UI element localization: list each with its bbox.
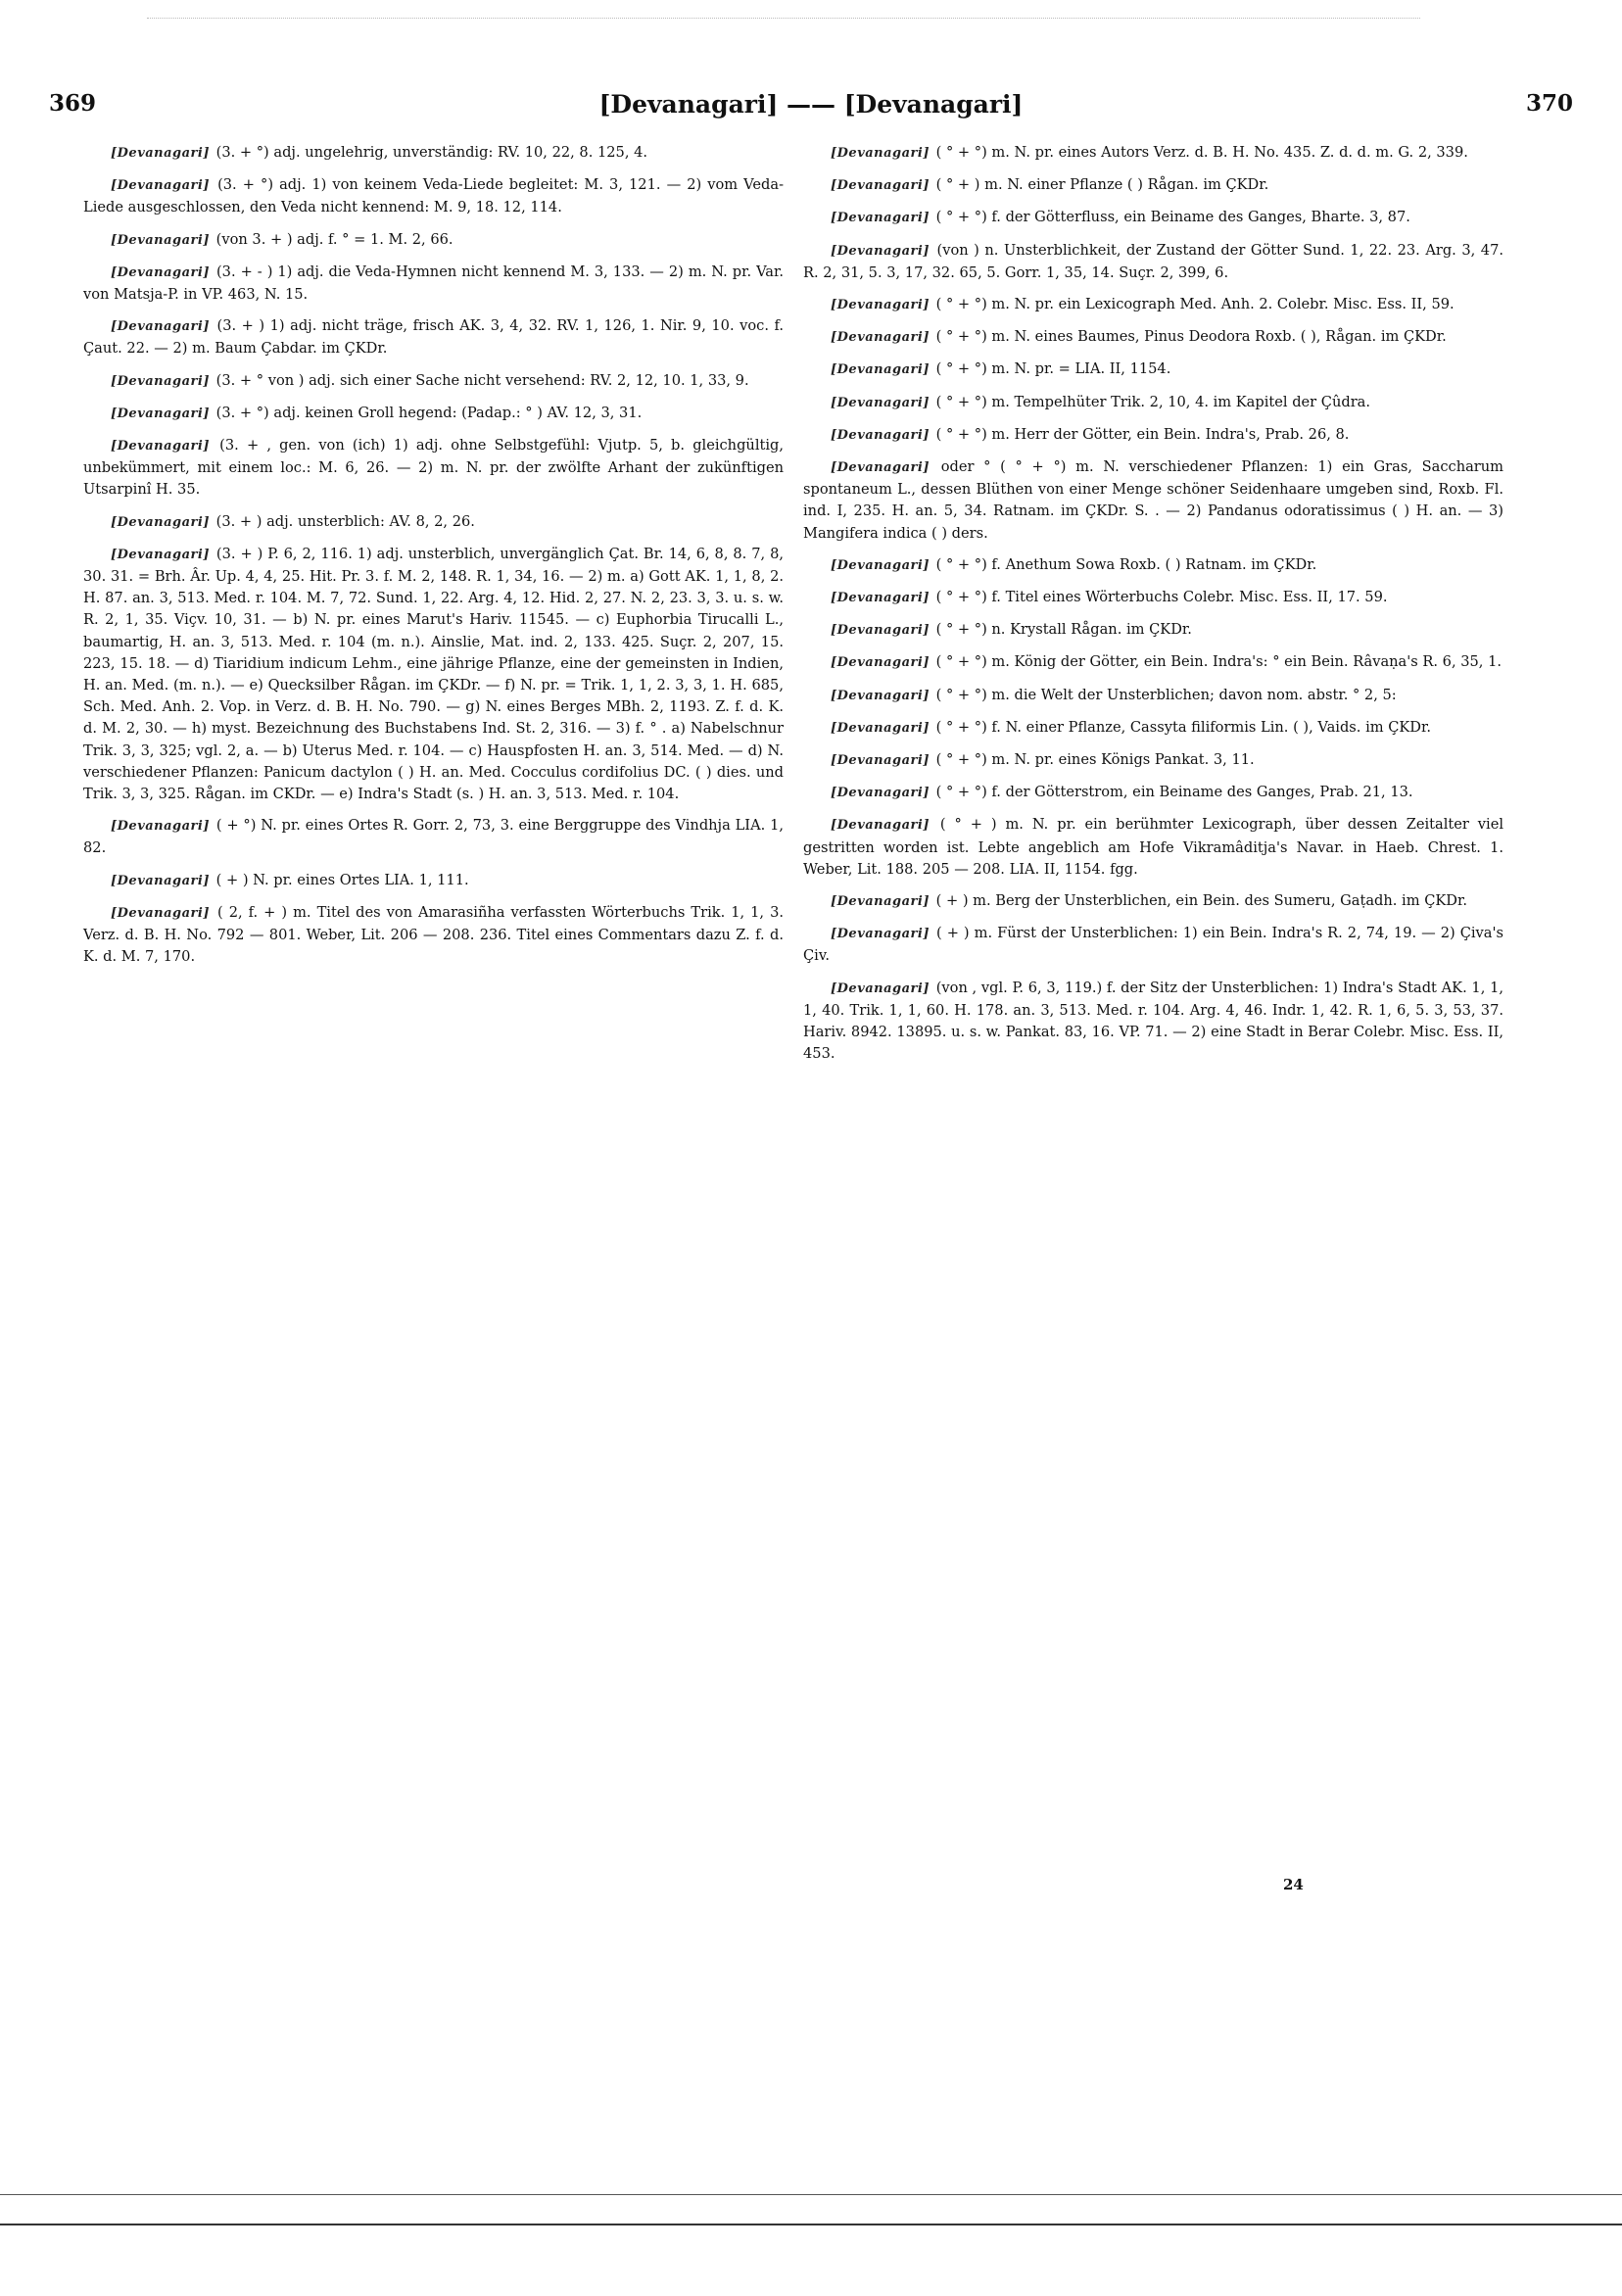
entry-text: ( ° + °) m. Herr der Götter, ein Bein. Indra's, Prab. 26, 8. [935,425,1350,443]
entry-headword: [Devanagari] [831,298,930,313]
dictionary-entry [803,554,1503,577]
entry-headword: [Devanagari] [831,211,930,226]
entry-text: ( ° + °) m. die Welt der Unsterblichen; davon nom. abstr. ° 2, 5: [935,686,1397,703]
entry-headword: [Devanagari] [831,981,930,996]
entry-text: ( ° + °) f. der Götterfluss, ein Beiname des Ganges, Bharte. 3, 87. [935,209,1410,226]
entry-headword: [Devanagari] [831,146,930,161]
entry-text: (3. + °) adj. keinen Groll hegend: (Padap.: ° ) AV. 12, 3, 31. [215,404,643,421]
dictionary-entry [83,229,784,252]
left-column [83,142,784,979]
entry-text: ( ° + °) m. N. pr. eines Autors Verz. d. B. H. No. 435. Z. d. d. m. G. 2, 339. [935,144,1468,161]
entry-headword: [Devanagari] [831,623,930,639]
entry-text: (3. + ° von ) adj. sich einer Sache nicht versehend: RV. 2, 12, 10. 1, 33, 9. [215,371,749,389]
page-header [49,90,1573,129]
entry-text: ( ° + °) f. Anethum Sowa Roxb. ( ) Ratnam. im ÇKDr. [935,555,1317,573]
dictionary-entry [83,902,784,969]
entry-headword: [Devanagari] [831,330,930,346]
entry-headword: [Devanagari] [831,818,930,834]
entry-headword: [Devanagari] [111,819,210,835]
entry-text: ( ° + °) m. Tempelhüter Trik. 2, 10, 4. im Kapitel der Çûdra. [935,393,1371,410]
entry-headword: [Devanagari] [831,178,930,194]
dictionary-entry [83,142,784,165]
bottom-rule [0,2194,1622,2195]
dictionary-entry [83,870,784,892]
entry-headword: [Devanagari] [111,232,210,248]
entry-text: (von 3. + ) adj. f. ° = 1. M. 2, 66. [215,230,453,248]
entry-headword: [Devanagari] [831,557,930,573]
entry-headword: [Devanagari] [831,894,930,910]
entry-headword: [Devanagari] [831,395,930,410]
entry-headword: [Devanagari] [111,406,210,421]
dictionary-entry [803,587,1503,609]
dictionary-entry [803,240,1503,284]
entry-headword: [Devanagari] [111,514,210,530]
entry-headword: [Devanagari] [831,786,930,801]
entry-headword: [Devanagari] [831,720,930,736]
dictionary-entry [803,923,1503,967]
entry-text: (3. + - ) 1) adj. die Veda-Hymnen nicht kennend M. 3, 133. — 2) m. N. pr. Var. von Matsja-P. in VP. 463, N. 15. [83,263,784,304]
entry-text: ( 2, f. + ) m. Titel des von Amarasiñha verfassten Wörterbuchs Trik. 1, 1, 3. Verz. d. B. H. No. 792 — 801. Weber, Lit. 206 — 208. 236. Titel eines Commentars dazu Z. f. d. K. d. M. 7, 170. [83,903,784,966]
entry-headword: [Devanagari] [831,655,930,671]
dictionary-entry [803,651,1503,674]
entry-text: oder ° ( ° + °) m. N. verschiedener Pflanzen: 1) ein Gras, Saccharum spontaneum L., dessen Blüthen von einer Menge schöner Seidenhaare umgeben sind, Roxb. Fl. ind. I, 235. H. an. 5, 34. Ratnam. im ÇKDr. S. . — 2) Pandanus odoratissimus ( ) H. an. — 3) Mangifera indica ( ) ders. [803,458,1504,542]
entry-text: ( ° + °) m. N. pr. eines Königs Pankat. 3, 11. [935,751,1255,769]
entry-headword: [Devanagari] [111,319,210,335]
bottom-rule-heavy [0,2224,1622,2225]
entry-text: (3. + ) adj. unsterblich: AV. 8, 2, 26. [215,512,475,530]
dictionary-entry [803,619,1503,642]
entry-headword: [Devanagari] [111,905,210,921]
entry-text: ( + ) m. Fürst der Unsterblichen: 1) ein Bein. Indra's R. 2, 74, 19. — 2) Çiva's Çiv. [803,925,1503,965]
dictionary-entry [803,392,1503,414]
dictionary-entry [83,544,784,805]
entry-text: ( ° + °) m. N. pr. ein Lexicograph Med. Anh. 2. Colebr. Misc. Ess. II, 59. [935,296,1455,313]
entry-headword: [Devanagari] [111,439,210,454]
entry-text: ( + ) N. pr. eines Ortes LIA. 1, 111. [215,871,469,888]
entry-headword: [Devanagari] [831,927,930,942]
dictionary-entry [83,315,784,359]
dictionary-entry [803,717,1503,740]
dictionary-entry [803,424,1503,447]
dictionary-entry [803,294,1503,316]
entry-text: (3. + , gen. von (ich) 1) adj. ohne Selbstgefühl: Vjutp. 5, b. gleichgültig, unbekümmert, mit einem loc.: M. 6, 26. — 2) m. N. pr. der zwölfte Arhant der zukünftigen Utsarpinî H. 35. [83,437,784,499]
scan-speckle-line [147,18,1420,21]
dictionary-entry [803,978,1503,1066]
dictionary-entry [803,359,1503,381]
dictionary-entry [803,782,1503,804]
entry-headword: [Devanagari] [111,178,210,194]
right-column [803,142,1503,1076]
entry-text: (von , vgl. P. 6, 3, 119.) f. der Sitz der Unsterblichen: 1) Indra's Stadt AK. 1, 1, 1, 40. Trik. 1, 1, 60. H. 178. an. 3, 513. Med. r. 104. Arg. 4, 46. Indr. 1, 42. R. 1, 6, 5. 3, 53, 37. Hariv. 8942. 13895. u. s. w. Pankat. 83, 16. VP. 71. — 2) eine Stadt in Berar Colebr. Misc. Ess. II, 453. [803,979,1503,1063]
entry-headword: [Devanagari] [831,591,930,606]
left-page-number: 369 [49,90,97,117]
entry-text: (von ) n. Unsterblichkeit, der Zustand der Götter Sund. 1, 22. 23. Arg. 3, 47. R. 2, 31, 5. 3, 17, 32. 65, 5. Gorr. 1, 35, 14. Suçr. 2, 399, 6. [803,241,1503,281]
entry-headword: [Devanagari] [831,688,930,703]
entry-text: (3. + ) P. 6, 2, 116. 1) adj. unsterblich, unvergänglich Çat. Br. 14, 6, 8, 8. 7, 8, 30. 31. = Brh. Âr. Up. 4, 4, 25. Hit. Pr. 3. f. M. 2, 148. R. 1, 34, 16. — 2) m. a) Gott AK. 1, 1, 8, 2. H. 87. an. 3, 513. Med. r. 104. M. 7, 72. Sund. 1, 22. Arg. 4, 12. Hid. 2, 27. N. 2, 23. 3, 3. u. s. w. R. 2, 1, 35. Viçv. 10, 31. — b) N. pr. eines Marut's Hariv. 11545. — c) Euphorbia Tirucalli L., baumartig, H. an. 3, 513. Med. r. 104 (m. n.). Ainslie, Mat. ind. 2, 133. 425. Suçr. 2, 207, 15. 223, 15. 18. — d) Tiaridium indicum Lehm., eine jährige Pflanze, eine der gemeinsten in Indien, H. an. Med. (m. n.). — e) Quecksilber Rågan. im ÇKDr. — f) N. pr. = Trik. 1, 1, 2. 3, 3, 1. H. 685, Sch. Med. Anh. 2. Vop. in Verz. d. B. H. No. 790. — g) N. eines Berges MBh. 2, 1193. Z. f. d. K. d. M. 2, 30. — h) myst. Bezeichnung des Buchstabens Ind. St. 2, 316. — 3) f. ° . a) Nabelschnur Trik. 3, 3, 325; vgl. 2, a. — b) Uterus Med. r. 104. — c) Hauspfosten H. an. 3, 514. Med. — d) N. verschiedener Pflanzen: Panicum dactylon ( ) H. an. Med. Cocculus cordifolius DC. ( ) dies. und Trik. 3, 3, 325. Rågan. im CKDr. — e) Indra's Stadt (s. ) H. an. 3, 513. Med. r. 104. [83,545,784,803]
entry-headword: [Devanagari] [831,362,930,378]
entry-headword: [Devanagari] [111,264,210,280]
dictionary-entry [83,262,784,306]
entry-text: ( ° + ) m. N. pr. ein berühmter Lexicograph, über dessen Zeitalter viel gestritten worden ist. Lebte angeblich am Hofe Vikramâditja's Navar. in Haeb. Chrest. 1. Weber, Lit. 188. 205 — 208. LIA. II, 1154. fgg. [803,816,1503,878]
entry-text: ( + ) m. Berg der Unsterblichen, ein Bein. des Sumeru, Gaṭadh. im ÇKDr. [935,892,1467,910]
entry-headword: [Devanagari] [831,753,930,769]
entry-text: ( ° + °) m. König der Götter, ein Bein. Indra's: ° ein Bein. Râvaṇa's R. 6, 35, 1. [935,653,1502,671]
dictionary-entry [803,749,1503,772]
entry-text: ( ° + °) n. Krystall Rågan. im ÇKDr. [935,621,1192,639]
entry-headword: [Devanagari] [111,547,210,562]
entry-text: ( + °) N. pr. eines Ortes R. Gorr. 2, 73, 3. eine Berggruppe des Vindhja LIA. 1, 82. [83,817,785,857]
entry-text: ( ° + °) f. der Götterstrom, ein Beiname des Ganges, Prab. 21, 13. [935,784,1413,801]
dictionary-entry [803,326,1503,349]
entry-text: (3. + °) adj. 1) von keinem Veda-Liede begleitet: M. 3, 121. — 2) vom Veda-Liede ausgeschlossen, den Veda nicht kennend: M. 9, 18. 12, 114. [83,176,784,216]
dictionary-entry [83,511,784,534]
dictionary-entry [803,685,1503,707]
entry-headword: [Devanagari] [831,427,930,443]
dictionary-entry [83,435,784,502]
dictionary-entry [803,174,1503,197]
dictionary-entry [83,370,784,393]
entry-text: ( ° + °) m. N. eines Baumes, Pinus Deodora Roxb. ( ), Rågan. im ÇKDr. [935,328,1447,346]
entry-text: ( ° + °) f. N. einer Pflanze, Cassyta filiformis Lin. ( ), Vaids. im ÇKDr. [935,718,1431,736]
dictionary-entry [803,814,1503,881]
entry-headword: [Devanagari] [111,373,210,389]
entry-text: ( ° + °) m. N. pr. = LIA. II, 1154. [935,360,1171,378]
entry-headword: [Devanagari] [831,243,930,259]
entry-text: (3. + °) adj. ungelehrig, unverständig: RV. 10, 22, 8. 125, 4. [215,144,648,161]
dictionary-entry [83,815,784,859]
entry-text: ( ° + °) f. Titel eines Wörterbuchs Colebr. Misc. Ess. II, 17. 59. [935,589,1388,606]
dictionary-entry [83,403,784,425]
entry-headword: [Devanagari] [111,146,210,161]
right-page-number: 370 [1525,90,1573,117]
entry-headword: [Devanagari] [831,460,930,476]
running-title: [Devanagari] —— [Devanagari] [598,90,1024,119]
entry-headword: [Devanagari] [111,873,210,888]
entry-text: (3. + ) 1) adj. nicht träge, frisch AK. 3, 4, 32. RV. 1, 126, 1. Nir. 9, 10. voc. f. Çaut. 22. — 2) m. Baum Çabdar. im ÇKDr. [83,317,784,358]
dictionary-entry [83,174,784,218]
entry-text: ( ° + ) m. N. einer Pflanze ( ) Rågan. im ÇKDr. [935,176,1269,194]
dictionary-entry [803,456,1503,545]
dictionary-entry [803,207,1503,229]
dictionary-entry [803,142,1503,165]
dictionary-entry [803,890,1503,913]
signature-mark: 24 [1283,1876,1304,1893]
